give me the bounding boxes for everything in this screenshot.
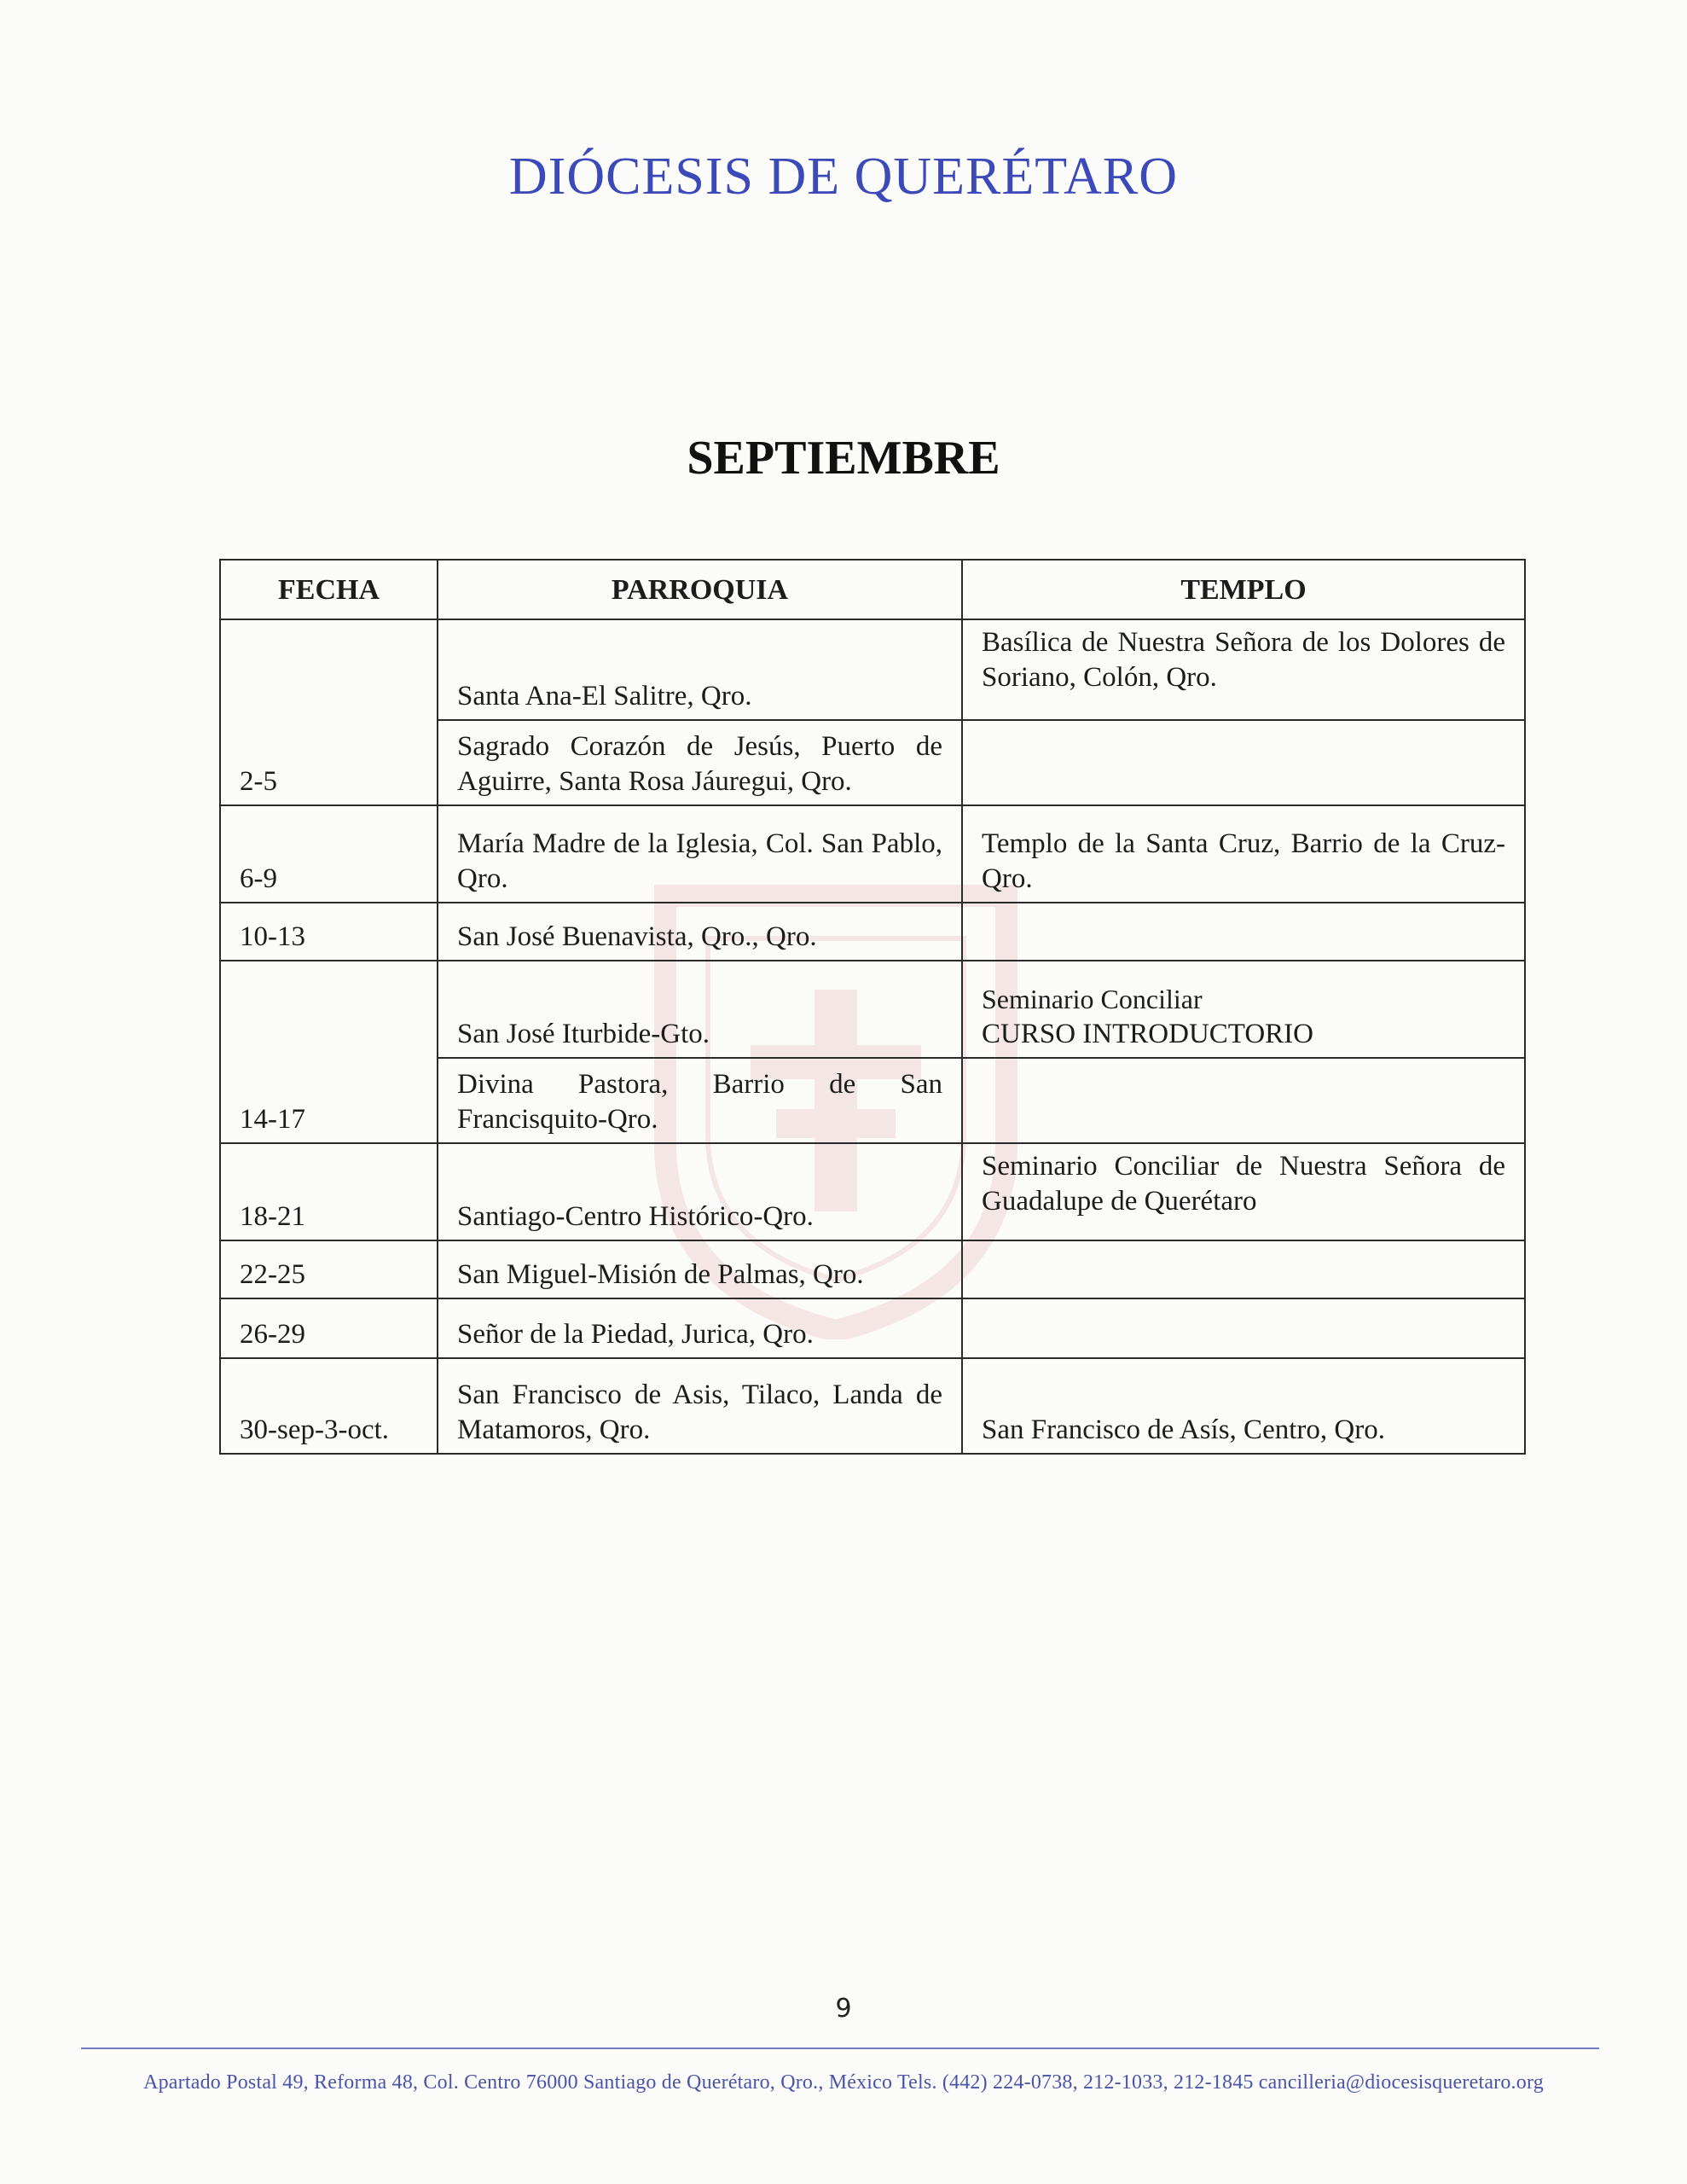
templo-line-curso: CURSO INTRODUCTORIO	[982, 1019, 1314, 1049]
templo-cell: Templo de la Santa Cruz, Barrio de la Cruz-Qro.	[962, 805, 1525, 903]
fecha-cell: 26-29	[220, 1298, 438, 1358]
table-row	[220, 1240, 1525, 1298]
templo-cell	[962, 720, 1525, 805]
parroquia-cell: San José Buenavista, Qro., Qro.	[438, 903, 962, 961]
month-title: SEPTIEMBRE	[687, 432, 1000, 485]
parroquia-cell: Divina Pastora, Barrio de San Francisquito-Qro.	[438, 1058, 962, 1143]
column-header-parroquia: PARROQUIA	[438, 560, 962, 619]
fecha-cell: 2-5	[220, 619, 438, 805]
fecha-cell: 10-13	[220, 903, 438, 961]
templo-cell: Seminario Conciliar de Nuestra Señora de Guadalupe de Querétaro	[962, 1143, 1525, 1240]
column-header-fecha: FECHA	[220, 560, 438, 619]
table-header-row	[220, 560, 1525, 619]
templo-cell	[962, 1058, 1525, 1143]
templo-cell	[962, 903, 1525, 961]
parroquia-cell: Santa Ana-El Salitre, Qro.	[438, 619, 962, 720]
templo-cell	[962, 961, 1525, 1058]
table-row	[220, 903, 1525, 961]
page-number: 9	[835, 1994, 852, 2024]
fecha-cell: 14-17	[220, 961, 438, 1143]
templo-cell: Basílica de Nuestra Señora de los Dolores de Soriano, Colón, Qro.	[962, 619, 1525, 720]
parroquia-cell: San José Iturbide-Gto.	[438, 961, 962, 1058]
parroquia-cell: Sagrado Corazón de Jesús, Puerto de Aguirre, Santa Rosa Jáuregui, Qro.	[438, 720, 962, 805]
table-row	[220, 961, 1525, 1058]
table-row	[220, 1298, 1525, 1358]
templo-cell	[962, 1240, 1525, 1298]
table-row	[220, 619, 1525, 720]
templo-cell	[962, 1298, 1525, 1358]
parroquia-cell: María Madre de la Iglesia, Col. San Pablo, Qro.	[438, 805, 962, 903]
templo-cell: San Francisco de Asís, Centro, Qro.	[962, 1358, 1525, 1454]
parroquia-cell: San Francisco de Asis, Tilaco, Landa de Matamoros, Qro.	[438, 1358, 962, 1454]
fecha-cell: 30-sep-3-oct.	[220, 1358, 438, 1454]
templo-line-seminario: Seminario Conciliar	[982, 984, 1203, 1014]
fecha-cell: 22-25	[220, 1240, 438, 1298]
parroquia-cell: San Miguel-Misión de Palmas, Qro.	[438, 1240, 962, 1298]
diocese-header-title: DIÓCESIS DE QUERÉTARO	[508, 148, 1179, 206]
table-row	[220, 1143, 1525, 1240]
table-row	[220, 1358, 1525, 1454]
fecha-cell: 18-21	[220, 1143, 438, 1240]
parroquia-cell: Santiago-Centro Histórico-Qro.	[438, 1143, 962, 1240]
footer-contact-info: Apartado Postal 49, Reforma 48, Col. Centro 76000 Santiago de Querétaro, Qro., México Tels. (442) 224-0738, 212-1033, 212-1845 cancilleria@diocesisqueretaro.org	[143, 2071, 1544, 2094]
fecha-cell: 6-9	[220, 805, 438, 903]
parroquia-cell: Señor de la Piedad, Jurica, Qro.	[438, 1298, 962, 1358]
table-row	[220, 805, 1525, 903]
column-header-templo: TEMPLO	[962, 560, 1525, 619]
schedule-table	[219, 559, 1526, 1455]
footer-divider	[81, 2048, 1599, 2049]
